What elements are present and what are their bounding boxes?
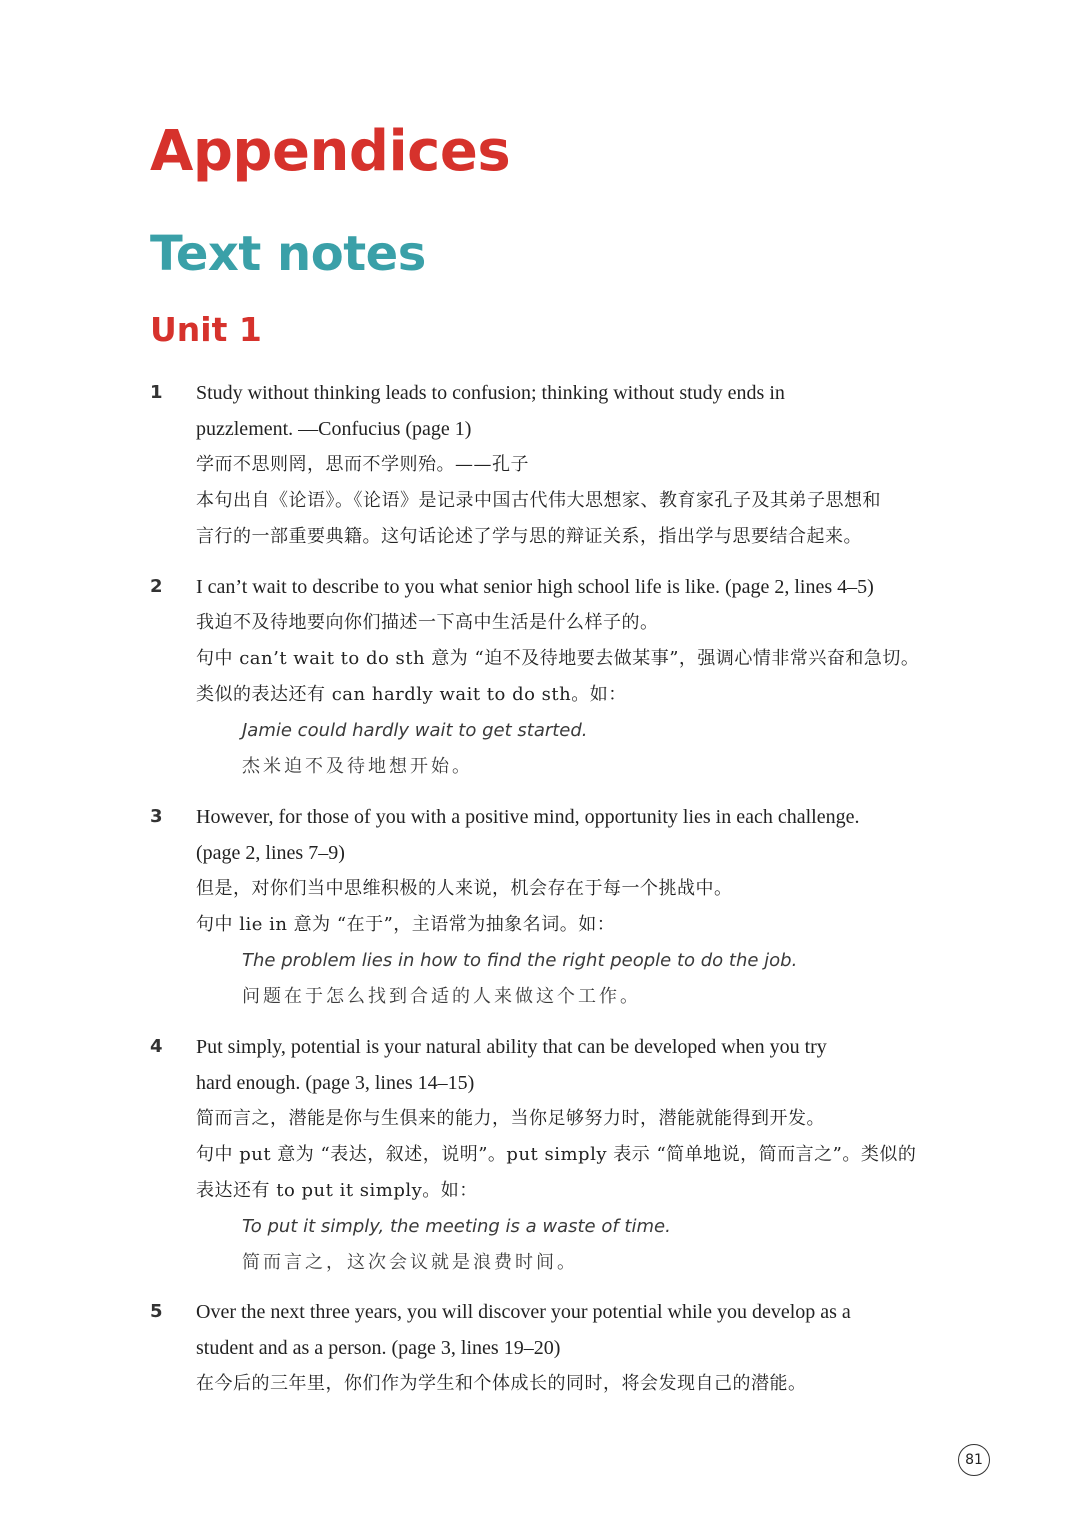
- note-body: [196, 375, 940, 555]
- note-line: student and as a person. (page 3, lines 19–20): [196, 1337, 561, 1359]
- example-sentence: The problem lies in how to find the right people to do the job.: [242, 950, 798, 971]
- example-sentence: To put it simply, the meeting is a waste of time.: [242, 1216, 671, 1237]
- note-body: [196, 799, 940, 1015]
- page-number: 81: [958, 1444, 990, 1476]
- note-body: [196, 569, 940, 785]
- note-line: 言行的一部重要典籍。这句话论述了学与思的辩证关系，指出学与思要结合起来。: [196, 526, 862, 547]
- note-item: [150, 569, 940, 785]
- note-body: [196, 1294, 940, 1402]
- note-line: 但是，对你们当中思维积极的人来说，机会存在于每一个挑战中。: [196, 878, 733, 899]
- note-item: [150, 375, 940, 555]
- note-number: 4: [150, 1036, 163, 1057]
- note-number: 1: [150, 382, 163, 403]
- note-line: puzzlement. —Confucius (page 1): [196, 418, 472, 440]
- note-line: 我迫不及待地要向你们描述一下高中生活是什么样子的。: [196, 612, 659, 633]
- note-line: 句中 lie in 意为 “在于”，主语常为抽象名词。如：: [196, 914, 616, 935]
- note-line: 学而不思则罔，思而不学则殆。——孔子: [196, 454, 529, 475]
- note-line: hard enough. (page 3, lines 14–15): [196, 1072, 475, 1094]
- note-line: 简而言之，潜能是你与生俱来的能力，当你足够努力时，潜能就能得到开发。: [196, 1108, 825, 1129]
- note-item: [150, 1294, 940, 1402]
- note-line: 本句出自《论语》。《论语》是记录中国古代伟大思想家、教育家孔子及其弟子思想和: [196, 490, 881, 511]
- note-number: 3: [150, 806, 163, 827]
- unit-heading: Unit 1: [150, 310, 262, 349]
- note-line: However, for those of you with a positive mind, opportunity lies in each challenge.: [196, 806, 860, 828]
- note-item: [150, 799, 940, 1015]
- page-title: Appendices: [150, 119, 511, 184]
- note-body: [196, 1029, 940, 1281]
- note-line: 句中 put 意为 “表达，叙述，说明”。put simply 表示 “简单地说，简而言之”。类似的: [196, 1144, 917, 1165]
- section-title: Text notes: [150, 226, 426, 282]
- note-line: 表达还有 to put it simply。如：: [196, 1180, 478, 1201]
- note-line: 在今后的三年里，你们作为学生和个体成长的同时，将会发现自己的潜能。: [196, 1373, 807, 1394]
- note-line: I can’t wait to describe to you what senior high school life is like. (page 2, lines 4–5): [196, 576, 874, 598]
- note-line: (page 2, lines 7–9): [196, 842, 345, 864]
- note-number: 2: [150, 576, 163, 597]
- example-translation: 杰米迫不及待地想开始。: [242, 756, 473, 777]
- example-translation: 简而言之，这次会议就是浪费时间。: [242, 1252, 578, 1273]
- note-line: Over the next three years, you will discover your potential while you develop as a: [196, 1301, 851, 1323]
- note-line: 类似的表达还有 can hardly wait to do sth。如：: [196, 684, 627, 705]
- note-line: 句中 can’t wait to do sth 意为 “迫不及待地要去做某事”，强调心情非常兴奋和急切。: [196, 648, 920, 669]
- note-item: [150, 1029, 940, 1281]
- note-line: Put simply, potential is your natural ability that can be developed when you try: [196, 1036, 827, 1058]
- example-translation: 问题在于怎么找到合适的人来做这个工作。: [242, 986, 641, 1007]
- example-sentence: Jamie could hardly wait to get started.: [242, 720, 588, 741]
- note-line: Study without thinking leads to confusion; thinking without study ends in: [196, 382, 785, 404]
- note-number: 5: [150, 1301, 163, 1322]
